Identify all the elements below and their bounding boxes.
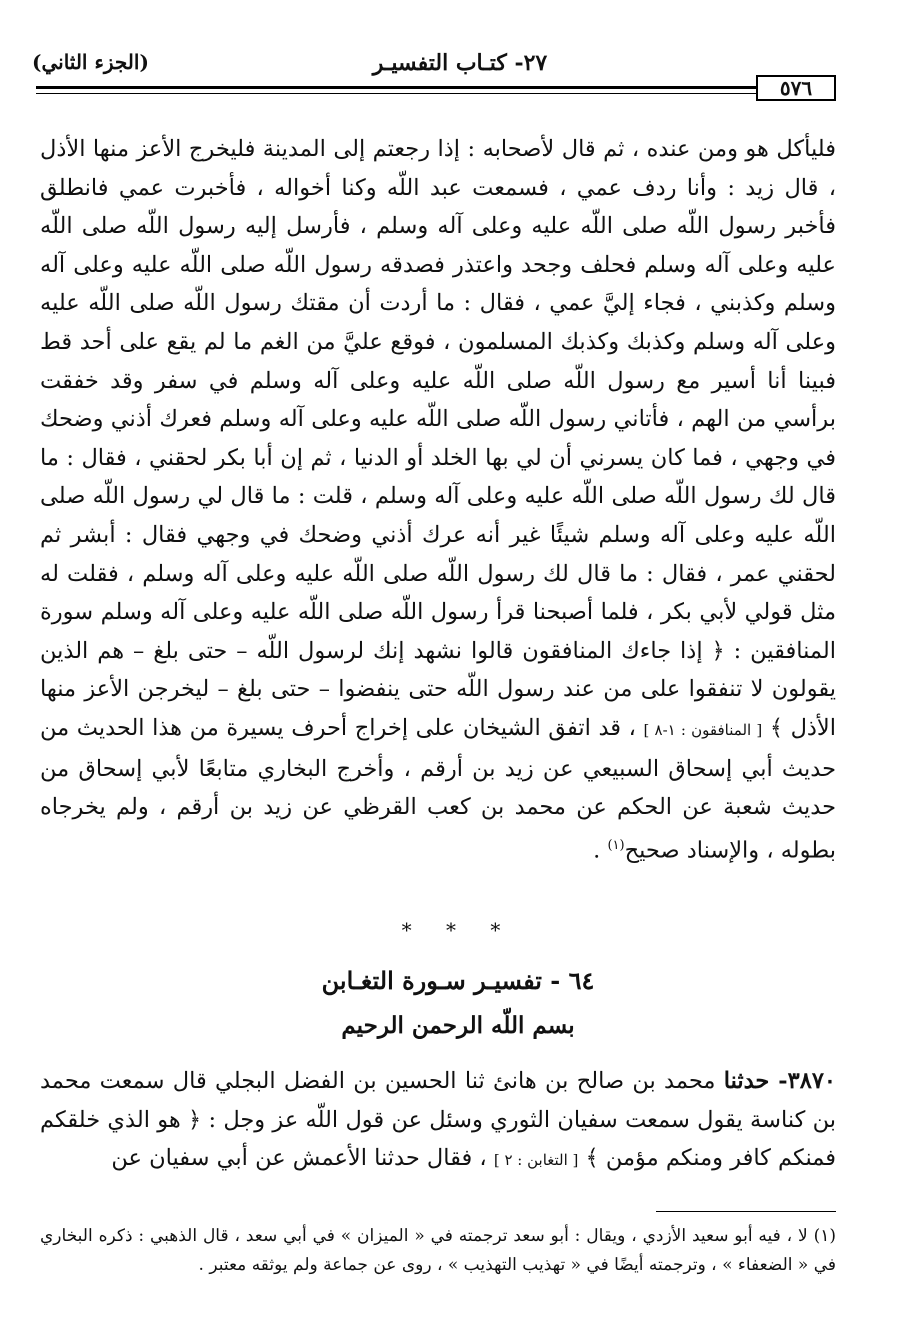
basmala: بسم اللّه الرحمن الرحيم [341, 1012, 575, 1039]
hadith-quran-reference: [ التغابن : ٢ ] [493, 1151, 579, 1170]
paragraph-text-2: ، قد اتفق الشيخان على إخراج أحرف يسيرة من هذا الحديث من حديث أبي إسحاق السبيعي عن زيد بن أرقم ، وأخرج البخاري متابعًا لأبي إسحاق من حديث شعبة عن الحكم عن محمد بن كعب القرظي عن زيد بن أرقم ، ولم يخرجاه بطوله ، والإسناد صحيح [40, 714, 836, 864]
header-rule-thin [36, 93, 756, 94]
hadith-text [40, 1062, 836, 1180]
hadith-text-1: محمد بن صالح بن هانئ ثنا الحسين بن الفضل البجلي قال سمعت محمد بن كناسة يقول سمعت سفيان الثوري وسئل عن قول اللّه عز وجل : [40, 1068, 836, 1133]
volume-label: (الجزء الثاني) [32, 50, 149, 74]
header-rule-thick [36, 86, 756, 89]
hadith-paragraph [40, 1062, 836, 1180]
paragraph-text-1: فليأكل هو ومن عنده ، ثم قال لأصحابه : إذا رجعتم إلى المدينة فليخرج الأعز منها الأذل ، قال زيد : وأنا ردف عمي ، فسمعت عبد اللّه وكنا أخواله ، فأخبرت عمي فانطلق فأخبر رسول اللّه صلى اللّه عليه وعلى آله وسلم ، فأرسل إليه رسول اللّه صلى اللّه عليه وعلى آله وسلم فحلف وجحد واعتذر فصدقه رسول اللّه صلى اللّه عليه وعلى آله وسلم وكذبني ، فجاء إليَّ عمي ، فقال : ما أردت أن مقتك رسول اللّه صلى اللّه عليه وعلى آله وسلم وكذبك وكذبك المسلمون ، فوقع عليَّ من الغم ما لم يقع على أحد قط فبينا أنا أسير مع رسول اللّه صلى اللّه عليه وعلى آله وسلم في سفر وقد خفقت برأسي من الهم ، فأتاني رسول اللّه صلى اللّه عليه وعلى آله وسلم فعرك أذني وضحك في وجهي ، فما كان يسرني أن لي بها الخلد أو الدنيا ، ثم إن أبا بكر لحقني ، فقال : ما قال لك رسول اللّه صلى اللّه عليه وعلى آله وسلم ، قلت : ما قال لي رسول اللّه صلى اللّه عليه وعلى آله وسلم شيئًا غير أنه عرك أذني وضحك في وجهي فقال : أبشر ثم لحقني عمر ، فقال : ما قال لك رسول اللّه صلى اللّه عليه وعلى آله وسلم ، فقلت له مثل قولي لأبي بكر ، فلما أصبحنا قرأ رسول اللّه صلى اللّه عليه وعلى آله وسلم سورة المنافقين : [40, 136, 836, 664]
page-number: ٥٧٦ [756, 75, 836, 101]
hadith-number: ٣٨٧٠- حدثنا [723, 1068, 836, 1094]
surah-title: ٦٤ - تفسيـر سـورة التغـابن [321, 966, 595, 995]
book-title: ٢٧- كتـاب التفسيـر [372, 50, 548, 76]
footnote-rule [656, 1211, 836, 1212]
section-separator: * * * [401, 918, 515, 942]
main-text [40, 130, 836, 870]
hadith-quran-quote: ﴿ هو الذي خلقكم فمنكم كافر ومنكم مؤمن ﴾ [40, 1106, 836, 1172]
paragraph-end: . [593, 837, 608, 864]
hadith-text-2: ، فقال حدثنا الأعمش عن أبي سفيان عن [111, 1145, 487, 1172]
hadith-continuation-paragraph [40, 130, 836, 870]
quran-reference: [ المنافقون : ١-٨ ] [643, 720, 763, 739]
footnote [40, 1222, 836, 1280]
quran-quote: ﴿ إذا جاءك المنافقون قالوا نشهد إنك لرسول اللّه – حتى بلغ – هم الذين يقولون لا تنفقوا على من عند رسول اللّه حتى ينفضوا – حتى بلغ – ليخرجن الأعز منها الأذل ﴾ [40, 637, 837, 741]
footnote-marker: (١) [607, 837, 625, 853]
footnote-text: (١) لا ، فيه أبو سعيد الأزدي ، ويقال : أبو سعد ترجمته في « الميزان » في أبي سعد ، قال الذهبي : ذكره البخاري في « الضعفاء » ، وترجمته أيضًا في « تهذيب التهذيب » ، روى عن جماعة ولم يوثقه معتبر . [40, 1226, 836, 1275]
